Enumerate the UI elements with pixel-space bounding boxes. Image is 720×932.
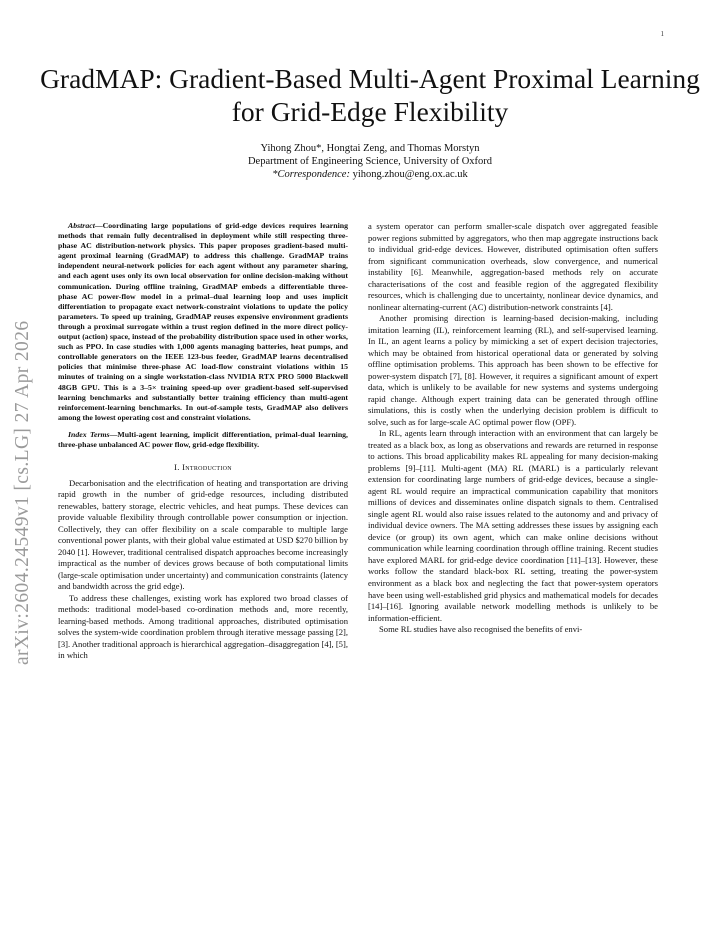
abstract	[58, 221, 348, 423]
body-paragraph: Some RL studies have also recognised the benefits of envi-	[379, 624, 583, 635]
paper-title: GradMAP: Gradient-Based Multi-Agent Proximal Learning for Grid-Edge Flexibility	[40, 63, 700, 127]
author-block	[40, 142, 700, 182]
index-terms-text: —Multi-agent learning, implicit differentiation, primal-dual learning, three-phase unbalanced AC power flow, grid-edge flexibility.	[58, 429, 349, 449]
body-paragraph: In RL, agents learn through interaction with an environment that can largely be treated as a black box, as long as observations and rewards are returned in response to actions. This broad applicability makes RL appealing for many decision-making problems [9]–[11]. Multi-agent (MA) RL (MARL) is a particularly relevant extension for coordinating large numbers of grid-edge devices, because a single-agent RL would require an impractical communication capability that monitors millions of devices and disseminates online dispatch signals to them. Centralised single agent RL would also raise issues related to the autonomy and and privacy of individual device owners. The MA setting addresses these issues by assigning each device (or group) its own agent, which can make online decisions without communication while learning coordination through offline training. Recent studies have explored MARL for grid-edge device coordination [11]–[13]. However, these works follow the standard black-box RL setting, treating the power-system environment as a black box and neglecting the fact that power-system operators have been using well-established grid physics and mathematical models for decades [14]–[16]. Ignoring available network modelling methods is unlikely to be information-efficient.	[368, 428, 658, 623]
author-names: Yihong Zhou*, Hongtai Zeng, and Thomas Morstyn	[260, 143, 480, 154]
correspondence-label: *Correspondence:	[272, 169, 350, 181]
left-column	[58, 221, 348, 662]
body-paragraph: a system operator can perform smaller-scale dispatch over aggregated feasible power regions submitted by aggregators, who then map aggregate instructions back to individual grid-edge devices. However, distributed optimisation often suffers from significant communication overheads, slow convergence, and numerical instability [6]. Meanwhile, aggregation-based methods rely on accurate characterisations of the cost and feasible region of the aggregated flexibility resources, which is challenging due to uncertainty, nonlinear device dynamics, and nonlinear alternating-current (AC) distribution-network constraints [4].	[368, 221, 658, 312]
arxiv-identifier-stamp: arXiv:2604.24549v1 [cs.LG] 27 Apr 2026	[12, 320, 33, 665]
index-terms-lead: Index Terms	[68, 429, 110, 439]
page-number: 1	[660, 30, 664, 38]
correspondence-email[interactable]: yihong.zhou@eng.ox.ac.uk	[352, 169, 468, 181]
section-heading: I. Introduction	[174, 462, 232, 473]
abstract-lead: Abstract	[68, 221, 95, 230]
body-paragraph: Another promising direction is learning-based decision-making, including imitation learning (IL), reinforcement learning (RL), and self-supervised learning. In IL, an agent learns a policy by mimicking a set of expert decision trajectories, which may be obtained from historical operational data or generated by solving offline optimisation problems. This approach has been shown to be effective for power-system dispatch [7], [8]. However, it requires a significant amount of expert data, which is unlikely to be available for new systems and systems undergoing rapid change. Although expert training data can be generated through offline simulations, this is costly when the underlying decision problem is difficult to solve, such as for large-scale AC optimal power flow (OPF).	[368, 313, 658, 427]
index-terms	[58, 430, 348, 450]
affiliation: Department of Engineering Science, University of Oxford	[247, 156, 493, 168]
body-paragraph: Decarbonisation and the electrification of heating and transportation are driving rapid growth in the number of grid-edge resources, including distributed renewables, battery storage, electric vehicles, and heat pumps. These devices can provide valuable flexibility through controllable power consumption or injection. Collectively, they can offer flexibility on a scale comparable to multiple large conventional power plants, with their global value estimated at USD $270 billion by 2040 [1]. However, traditional centralised dispatch approaches become increasingly impractical as the number of devices grows because of both computational limits (large-scale optimisation under uncertainty) and communication constraints (latency and bandwidth across the grid edge).	[58, 477, 348, 592]
right-column	[368, 221, 658, 636]
abstract-text: —Coordinating large populations of grid-edge devices requires learning methods that remain fully decentralised in deployment while still respecting three-phase AC distribution-network physics. This paper proposes gradient-based multi-agent proximal learning (GradMAP) to address this challenge. GradMAP trains independent neural-network policies for each agent without any parameter sharing, and each agent uses only its own local observation for online decision-making without communication. During offline training, GradMAP embeds a differentiable three-phase AC power-flow model in a primal–dual learning loop and uses implicit differentiation to propagate exact network-constraint violations to update the policy parameters. To speed up training, GradMAP reuses expensive environment gradients through a proximal surrogate within a trust region defined in the more direct policy-output (action) space, instead of the probability distribution space used in other works, such as PPO. In case studies with 1,000 agents managing batteries, heat pumps, and controllable generators on the IEEE 123-bus feeder, GradMAP learns decentralised policies that minimise three-phase AC load-flow constraint violations within 15 minutes of training on a single workstation-class NVIDIA RTX PRO 5000 Blackwell 48GB GPU. This is a 3–5× training speed-up over gradient-based self-supervised learning benchmarks and substantially better training efficiency than multi-agent reinforcement-learning benchmarks. In out-of-sample tests, GradMAP also delivers among the lowest operating cost and constraint violations.	[58, 221, 348, 422]
body-paragraph: To address these challenges, existing work has explored two broad classes of methods: traditional model-based co-ordination methods and, more recently, learning-based methods. Among traditional approaches, distributed optimisation solves the system-wide coordination problem through iterative message passing [2], [3]. Another traditional approach is hierarchical aggregation–disaggregation [4], [5], in which	[58, 592, 348, 661]
correspondence	[40, 168, 700, 181]
